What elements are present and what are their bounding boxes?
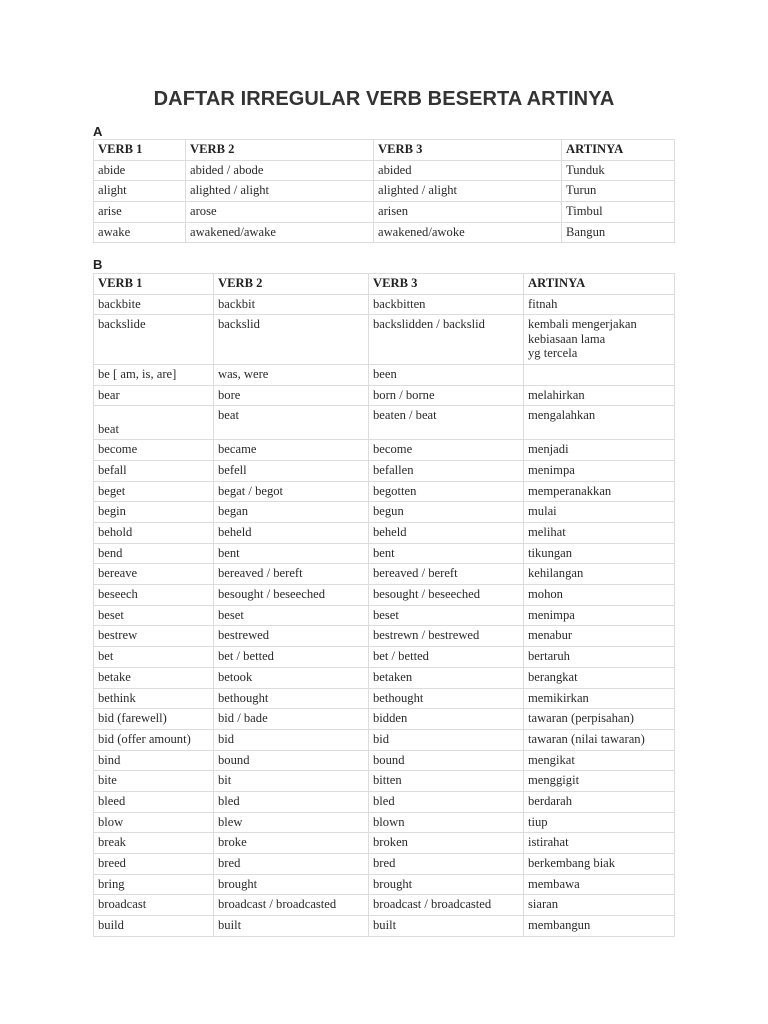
page-title: DAFTAR IRREGULAR VERB BESERTA ARTINYA: [153, 88, 615, 110]
table-row: [94, 709, 675, 730]
cell-verb2: began: [214, 502, 369, 523]
section-letter-b: B: [93, 257, 103, 272]
table-row: [94, 688, 675, 709]
cell-artinya: menabur: [524, 626, 675, 647]
cell-verb3: beheld: [369, 523, 524, 544]
cell-artinya: melahirkan: [524, 385, 675, 406]
cell-verb3: bent: [369, 543, 524, 564]
table-row: [94, 791, 675, 812]
cell-artinya: tawaran (nilai tawaran): [524, 729, 675, 750]
cell-verb2: bereaved / bereft: [214, 564, 369, 585]
cell-verb3: begun: [369, 502, 524, 523]
cell-verb1: bet: [94, 647, 214, 668]
cell-verb2: abided / abode: [186, 160, 374, 181]
table-row: [94, 771, 675, 792]
cell-artinya: menggigit: [524, 771, 675, 792]
column-header-artinya: ARTINYA: [562, 140, 675, 161]
cell-verb3: awakened/awoke: [374, 222, 562, 243]
cell-verb3: born / borne: [369, 385, 524, 406]
cell-verb2: bethought: [214, 688, 369, 709]
cell-artinya: siaran: [524, 895, 675, 916]
cell-verb2: bit: [214, 771, 369, 792]
cell-artinya: mohon: [524, 585, 675, 606]
table-row: [94, 854, 675, 875]
cell-verb3: broadcast / broadcasted: [369, 895, 524, 916]
cell-verb3: beaten / beat: [369, 406, 524, 440]
table-header-row: [94, 274, 675, 295]
cell-verb3: alighted / alight: [374, 181, 562, 202]
table-row: [94, 585, 675, 606]
table-row: [94, 564, 675, 585]
table-row: [94, 364, 675, 385]
column-header-verb2: VERB 2: [186, 140, 374, 161]
cell-verb1: build: [94, 916, 214, 937]
cell-verb3: betaken: [369, 667, 524, 688]
cell-verb3: bereaved / bereft: [369, 564, 524, 585]
cell-verb3: become: [369, 440, 524, 461]
cell-verb1: break: [94, 833, 214, 854]
cell-verb3: bethought: [369, 688, 524, 709]
cell-verb2: broke: [214, 833, 369, 854]
column-header-verb2: VERB 2: [214, 274, 369, 295]
cell-artinya: Turun: [562, 181, 675, 202]
cell-verb1: bind: [94, 750, 214, 771]
table-row: [94, 812, 675, 833]
cell-verb1: backslide: [94, 315, 214, 365]
cell-artinya: berdarah: [524, 791, 675, 812]
cell-artinya: menimpa: [524, 460, 675, 481]
cell-verb3: bred: [369, 854, 524, 875]
cell-verb3: bestrewn / bestrewed: [369, 626, 524, 647]
cell-verb2: bore: [214, 385, 369, 406]
cell-verb3: bound: [369, 750, 524, 771]
cell-verb2: besought / beseeched: [214, 585, 369, 606]
table-row: [94, 160, 675, 181]
table-row: [94, 202, 675, 223]
table-row: [94, 647, 675, 668]
cell-verb1: beset: [94, 605, 214, 626]
cell-verb1: bring: [94, 874, 214, 895]
cell-verb3: been: [369, 364, 524, 385]
cell-verb2: built: [214, 916, 369, 937]
cell-verb2: beset: [214, 605, 369, 626]
table-row: [94, 406, 675, 440]
cell-verb3: bid: [369, 729, 524, 750]
column-header-verb3: VERB 3: [374, 140, 562, 161]
cell-verb2: bet / betted: [214, 647, 369, 668]
column-header-verb3: VERB 3: [369, 274, 524, 295]
section-letter-a: A: [93, 124, 103, 139]
cell-artinya: [524, 364, 675, 385]
table-row: [94, 874, 675, 895]
cell-verb1: backbite: [94, 294, 214, 315]
table-row: [94, 626, 675, 647]
cell-verb1: bethink: [94, 688, 214, 709]
cell-verb1: abide: [94, 160, 186, 181]
cell-verb2: bid / bade: [214, 709, 369, 730]
cell-verb1: arise: [94, 202, 186, 223]
table-row: [94, 222, 675, 243]
table-row: [94, 315, 675, 365]
table-row: [94, 460, 675, 481]
cell-verb1: blow: [94, 812, 214, 833]
cell-verb1: bid (farewell): [94, 709, 214, 730]
cell-verb3: brought: [369, 874, 524, 895]
table-row: [94, 833, 675, 854]
table-row: [94, 523, 675, 544]
cell-artinya: membawa: [524, 874, 675, 895]
cell-verb1: beget: [94, 481, 214, 502]
cell-verb2: became: [214, 440, 369, 461]
cell-verb2: bred: [214, 854, 369, 875]
table-row: [94, 385, 675, 406]
cell-verb3: backslidden / backslid: [369, 315, 524, 365]
cell-artinya: mulai: [524, 502, 675, 523]
cell-verb1: bereave: [94, 564, 214, 585]
cell-verb2: bled: [214, 791, 369, 812]
cell-artinya: memperanakkan: [524, 481, 675, 502]
table-row: [94, 750, 675, 771]
cell-verb1: awake: [94, 222, 186, 243]
cell-verb2: begat / begot: [214, 481, 369, 502]
cell-verb2: was, were: [214, 364, 369, 385]
cell-verb2: broadcast / broadcasted: [214, 895, 369, 916]
cell-verb3: bet / betted: [369, 647, 524, 668]
cell-verb3: bitten: [369, 771, 524, 792]
cell-verb3: backbitten: [369, 294, 524, 315]
cell-artinya: Bangun: [562, 222, 675, 243]
table-row: [94, 895, 675, 916]
cell-verb3: beset: [369, 605, 524, 626]
table-row: [94, 481, 675, 502]
cell-verb2: backslid: [214, 315, 369, 365]
cell-verb1: bid (offer amount): [94, 729, 214, 750]
cell-artinya: bertaruh: [524, 647, 675, 668]
cell-verb1: beat: [94, 406, 214, 440]
verb-table-a: [93, 139, 675, 243]
cell-verb3: blown: [369, 812, 524, 833]
cell-verb2: bestrewed: [214, 626, 369, 647]
cell-verb2: bent: [214, 543, 369, 564]
table-row: [94, 605, 675, 626]
cell-verb1: bend: [94, 543, 214, 564]
cell-verb1: befall: [94, 460, 214, 481]
cell-artinya: melihat: [524, 523, 675, 544]
cell-verb2: beheld: [214, 523, 369, 544]
cell-verb3: begotten: [369, 481, 524, 502]
cell-artinya: istirahat: [524, 833, 675, 854]
cell-verb2: betook: [214, 667, 369, 688]
table-row: [94, 543, 675, 564]
cell-verb1: behold: [94, 523, 214, 544]
cell-verb1: beseech: [94, 585, 214, 606]
cell-artinya: Tunduk: [562, 160, 675, 181]
cell-verb1: bite: [94, 771, 214, 792]
cell-verb1: bear: [94, 385, 214, 406]
table-row: [94, 729, 675, 750]
cell-verb3: broken: [369, 833, 524, 854]
cell-artinya: mengikat: [524, 750, 675, 771]
cell-artinya: Timbul: [562, 202, 675, 223]
cell-verb3: besought / beseeched: [369, 585, 524, 606]
cell-verb3: built: [369, 916, 524, 937]
cell-verb3: abided: [374, 160, 562, 181]
cell-artinya: mengalahkan: [524, 406, 675, 440]
cell-artinya: tiup: [524, 812, 675, 833]
table-header-row: [94, 140, 675, 161]
cell-artinya: membangun: [524, 916, 675, 937]
table-row: [94, 294, 675, 315]
cell-verb3: bidden: [369, 709, 524, 730]
table-row: [94, 916, 675, 937]
cell-verb2: backbit: [214, 294, 369, 315]
column-header-verb1: VERB 1: [94, 140, 186, 161]
column-header-artinya: ARTINYA: [524, 274, 675, 295]
cell-verb3: bled: [369, 791, 524, 812]
cell-verb1: bestrew: [94, 626, 214, 647]
column-header-verb1: VERB 1: [94, 274, 214, 295]
cell-verb2: blew: [214, 812, 369, 833]
cell-artinya: kehilangan: [524, 564, 675, 585]
cell-artinya: berkembang biak: [524, 854, 675, 875]
cell-artinya: fitnah: [524, 294, 675, 315]
cell-verb1: breed: [94, 854, 214, 875]
table-row: [94, 667, 675, 688]
cell-verb1: betake: [94, 667, 214, 688]
cell-artinya: memikirkan: [524, 688, 675, 709]
cell-artinya: tawaran (perpisahan): [524, 709, 675, 730]
cell-verb2: bid: [214, 729, 369, 750]
verb-table-b: [93, 273, 675, 937]
table-row: [94, 440, 675, 461]
cell-verb3: befallen: [369, 460, 524, 481]
table-row: [94, 181, 675, 202]
cell-verb2: brought: [214, 874, 369, 895]
cell-verb1: begin: [94, 502, 214, 523]
cell-artinya: berangkat: [524, 667, 675, 688]
cell-verb2: beat: [214, 406, 369, 440]
cell-artinya: tikungan: [524, 543, 675, 564]
cell-artinya: menimpa: [524, 605, 675, 626]
cell-verb2: alighted / alight: [186, 181, 374, 202]
cell-verb2: befell: [214, 460, 369, 481]
cell-verb3: arisen: [374, 202, 562, 223]
cell-verb1: alight: [94, 181, 186, 202]
cell-artinya: menjadi: [524, 440, 675, 461]
cell-verb1: be [ am, is, are]: [94, 364, 214, 385]
cell-verb2: bound: [214, 750, 369, 771]
cell-verb1: bleed: [94, 791, 214, 812]
cell-artinya: kembali mengerjakan kebiasaan lama yg tercela: [524, 315, 675, 365]
table-row: [94, 502, 675, 523]
cell-verb1: broadcast: [94, 895, 214, 916]
cell-verb2: arose: [186, 202, 374, 223]
cell-verb2: awakened/awake: [186, 222, 374, 243]
cell-verb1: become: [94, 440, 214, 461]
